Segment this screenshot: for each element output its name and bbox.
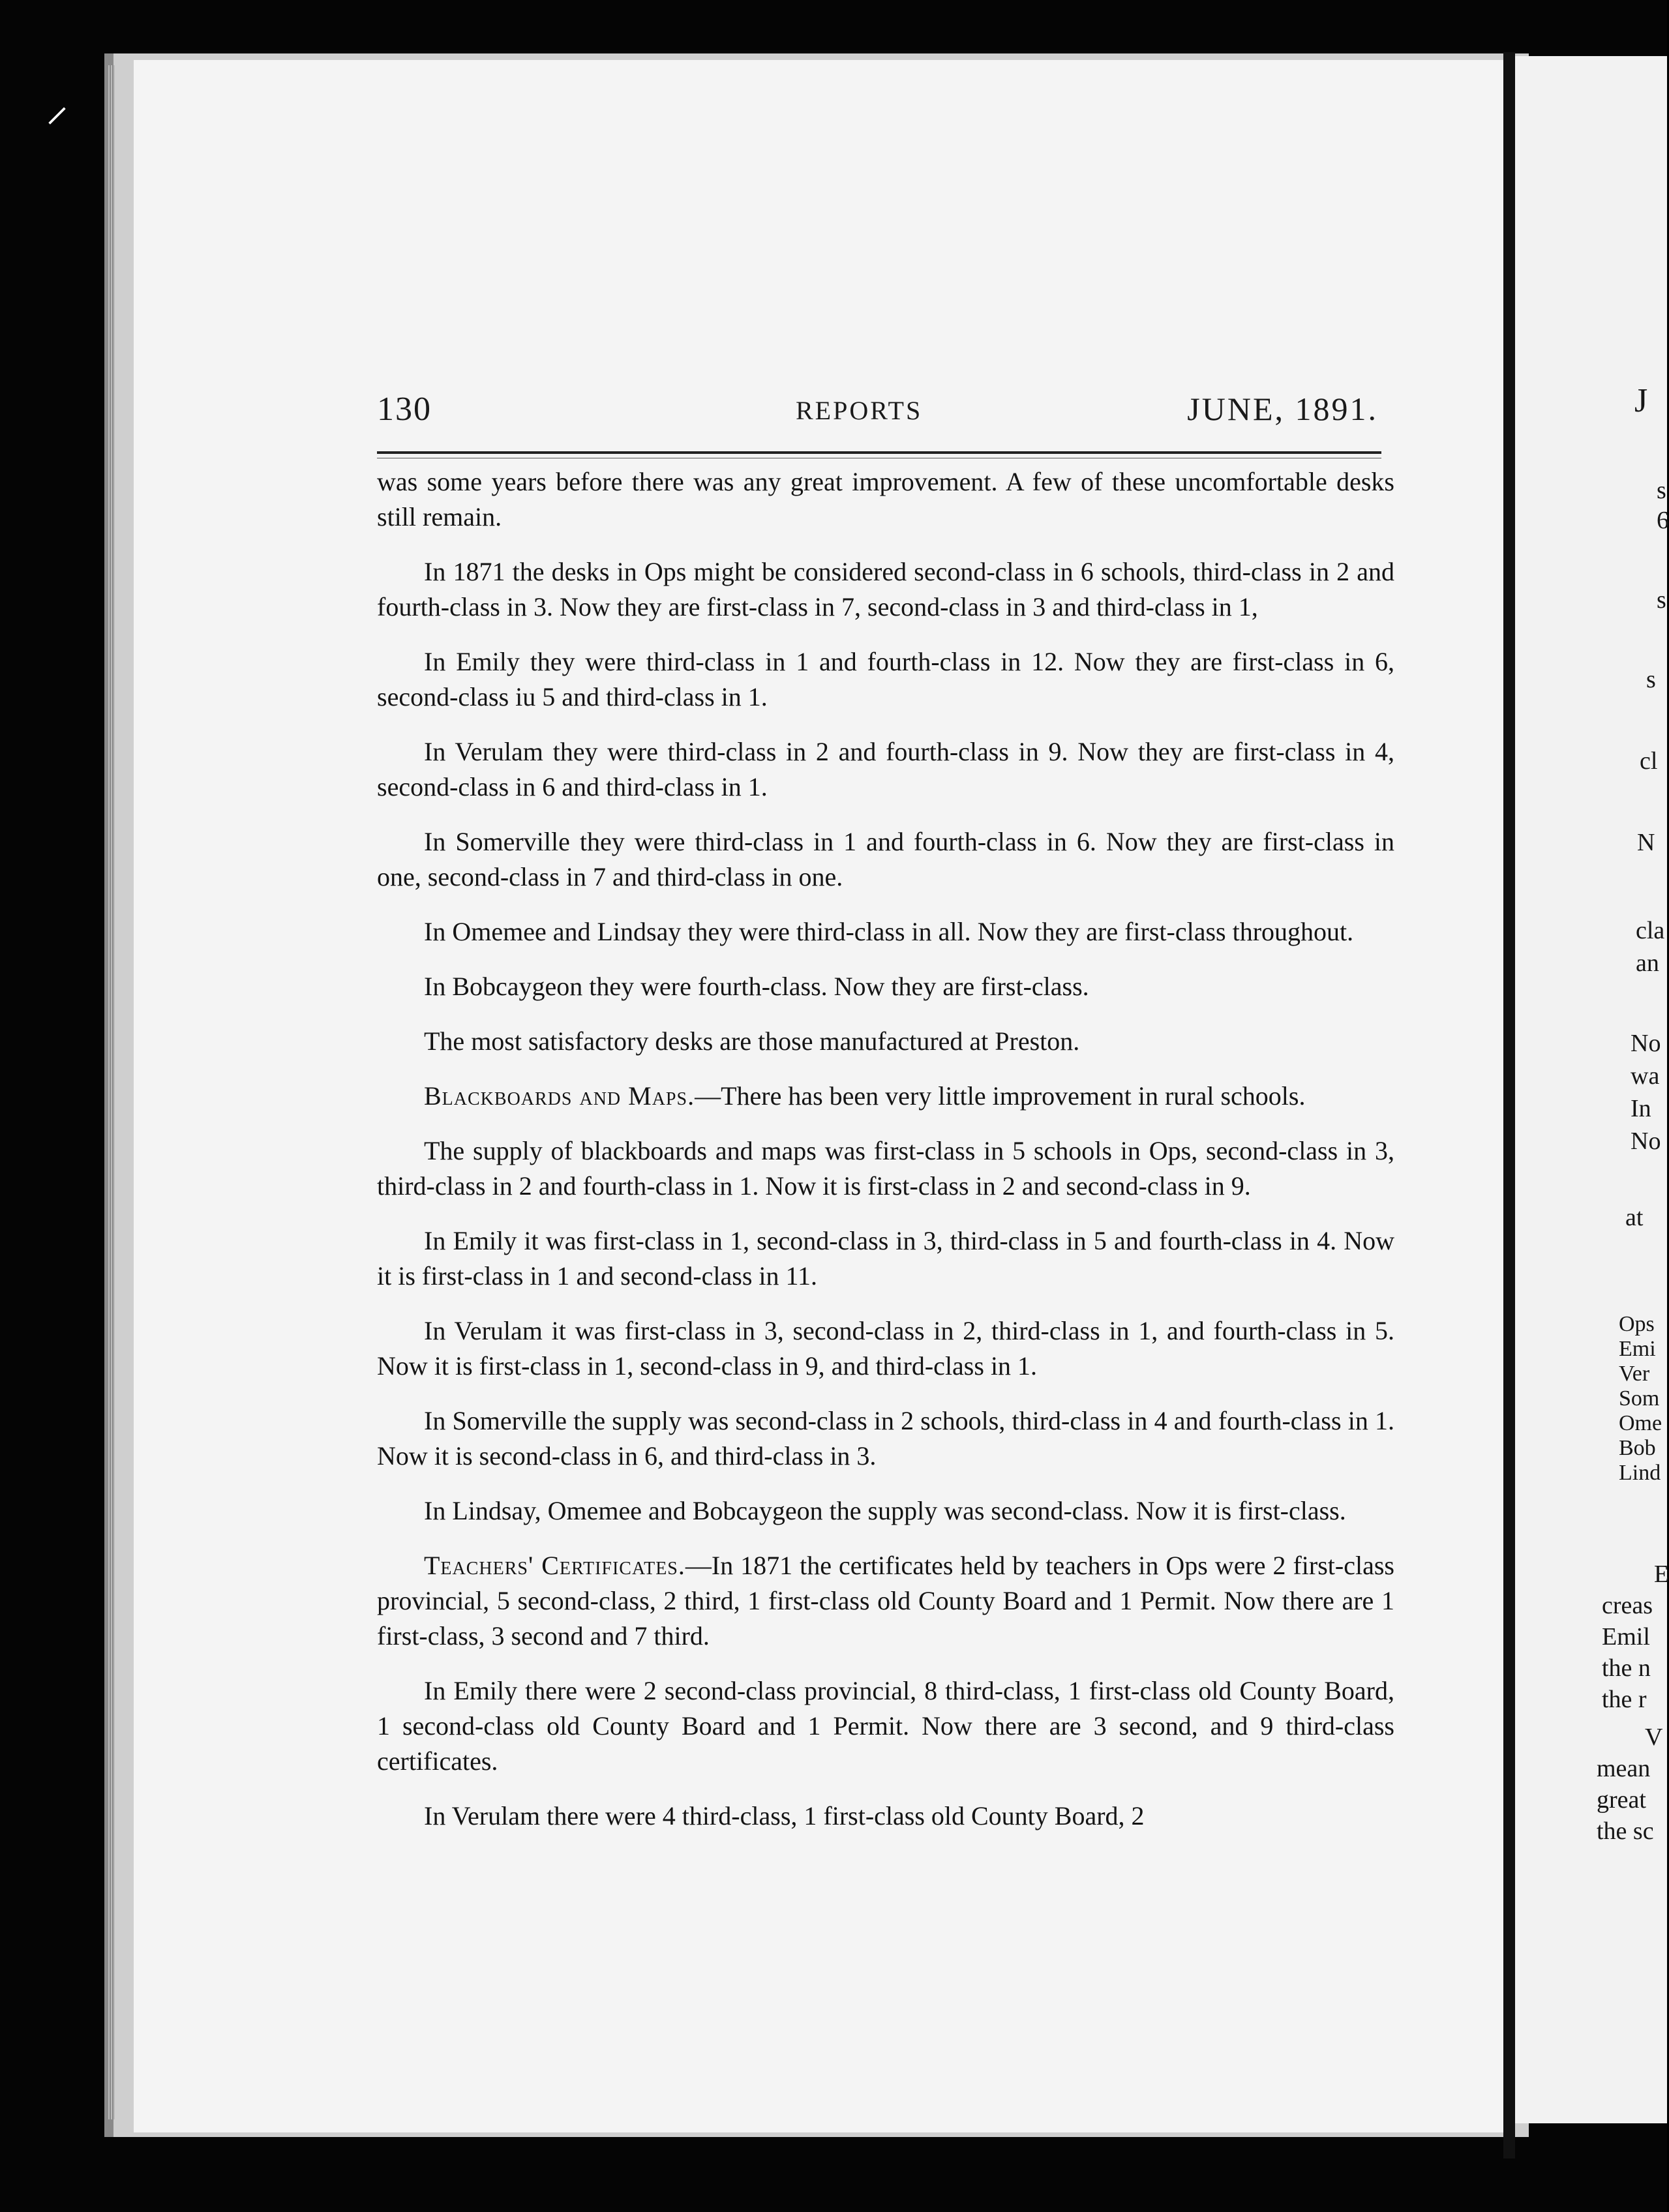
section-heading: Teachers' Certificates. — [424, 1551, 685, 1580]
fragment: the r — [1602, 1686, 1647, 1713]
fragment: s — [1657, 586, 1666, 614]
paragraph: Teachers' Certificates.—In 1871 the certificates held by teachers in Ops were 2 first-class provincial, 5 second-class, 2 third, 1 first-class old County Board and 1 Permit. Now there are 1 first-class, 3 second and 7 third. — [377, 1551, 1394, 1651]
fragment: E — [1654, 1561, 1669, 1588]
book-gutter — [1503, 52, 1515, 2159]
fragment: cl — [1640, 747, 1658, 775]
paragraph: In Bobcaygeon they were fourth-class. Now they are first-class. — [424, 972, 1089, 1001]
fragment: J — [1634, 382, 1648, 419]
fragment: the sc — [1597, 1817, 1654, 1845]
paragraph: The most satisfactory desks are those manufactured at Preston. — [424, 1026, 1080, 1056]
body-text — [377, 464, 1394, 1853]
fragment: s — [1646, 666, 1656, 693]
fragment: Som — [1619, 1386, 1660, 1411]
paragraph: In Verulam it was first-class in 3, second-class in 2, third-class in 1, and fourth-class in 5. Now it is first-class in 1, second-class in 9, and third-class in 1. — [377, 1316, 1394, 1381]
paragraph: was some years before there was any great improvement. A few of these uncomfortable desks still remain. — [377, 467, 1394, 531]
fragment: No — [1631, 1030, 1661, 1057]
paragraph: In Emily they were third-class in 1 and fourth-class in 12. Now they are first-class in 6, second-class iu 5 and third-class in 1. — [377, 647, 1394, 711]
fragment: cla — [1636, 917, 1665, 944]
paragraph: In Lindsay, Omemee and Bobcaygeon the supply was second-class. Now it is first-class. — [424, 1496, 1346, 1525]
paragraph: In Verulam there were 4 third-class, 1 first-class old County Board, 2 — [424, 1801, 1145, 1831]
section-title: REPORTS — [796, 396, 923, 425]
fragment: In — [1631, 1095, 1651, 1122]
fragment: at — [1625, 1204, 1644, 1231]
issue-date: JUNE, 1891. — [1187, 391, 1378, 427]
fragment: the n — [1602, 1654, 1651, 1682]
scan-corner-mark: ⸝ — [46, 81, 68, 131]
paragraph: In Somerville they were third-class in 1 and fourth-class in 6. Now they are first-class in one, second-class in 7 and third-class in one. — [377, 827, 1394, 891]
fragment: s — [1657, 477, 1666, 504]
header-rule — [377, 451, 1381, 458]
fragment: an — [1636, 949, 1659, 977]
paragraph: In Emily it was first-class in 1, second-class in 3, third-class in 5 and fourth-class in 4. Now it is first-class in 1 and second-class in 11. — [377, 1226, 1394, 1291]
page-number: 130 — [377, 391, 432, 428]
paragraph: In Verulam they were third-class in 2 and fourth-class in 9. Now they are first-class in 4, second-class in 6 and third-class in 1. — [377, 737, 1394, 801]
fragment: Ops — [1619, 1312, 1655, 1336]
fragment: Emil — [1602, 1623, 1650, 1651]
fragment: mean — [1597, 1755, 1651, 1782]
fragment: 6 — [1657, 507, 1669, 534]
facing-page-fragments — [1589, 0, 1667, 2212]
fragment: V — [1645, 1724, 1663, 1751]
fragment: N — [1637, 829, 1655, 856]
running-header — [377, 390, 1378, 436]
paragraph: Blackboards and Maps.—There has been very little improvement in rural schools. — [424, 1081, 1306, 1111]
fragment: Lind — [1619, 1461, 1661, 1485]
paragraph: In Emily there were 2 second-class provincial, 8 third-class, 1 first-class old County Board, 1 second-class old County Board and 1 Permit. Now there are 3 second, and 9 third-class certificates. — [377, 1676, 1394, 1776]
paragraph: In Omemee and Lindsay they were third-class in all. Now they are first-class throughout. — [424, 917, 1354, 946]
fragment: wa — [1631, 1062, 1660, 1090]
page-stack-lines — [108, 65, 115, 2119]
fragment: Emi — [1619, 1337, 1656, 1361]
fragment: Ver — [1619, 1362, 1650, 1386]
fragment: great — [1597, 1786, 1646, 1814]
paragraph: In 1871 the desks in Ops might be considered second-class in 6 schools, third-class in 2 and fourth-class in 3. Now they are first-class in 7, second-class in 3 and third-class in 1, — [377, 557, 1394, 621]
fragment: Ome — [1619, 1411, 1662, 1435]
paragraph: In Somerville the supply was second-class in 2 schools, third-class in 4 and fourth-class in 1. Now it is second-class in 6, and third-class in 3. — [377, 1406, 1394, 1471]
section-heading: Blackboards and Maps. — [424, 1081, 695, 1111]
paragraph: The supply of blackboards and maps was first-class in 5 schools in Ops, second-class in 3, third-class in 2 and fourth-class in 1. Now it is first-class in 2 and second-class in 9. — [377, 1136, 1394, 1201]
fragment: No — [1631, 1128, 1661, 1155]
fragment: Bob — [1619, 1436, 1656, 1460]
fragment: creas — [1602, 1592, 1653, 1619]
